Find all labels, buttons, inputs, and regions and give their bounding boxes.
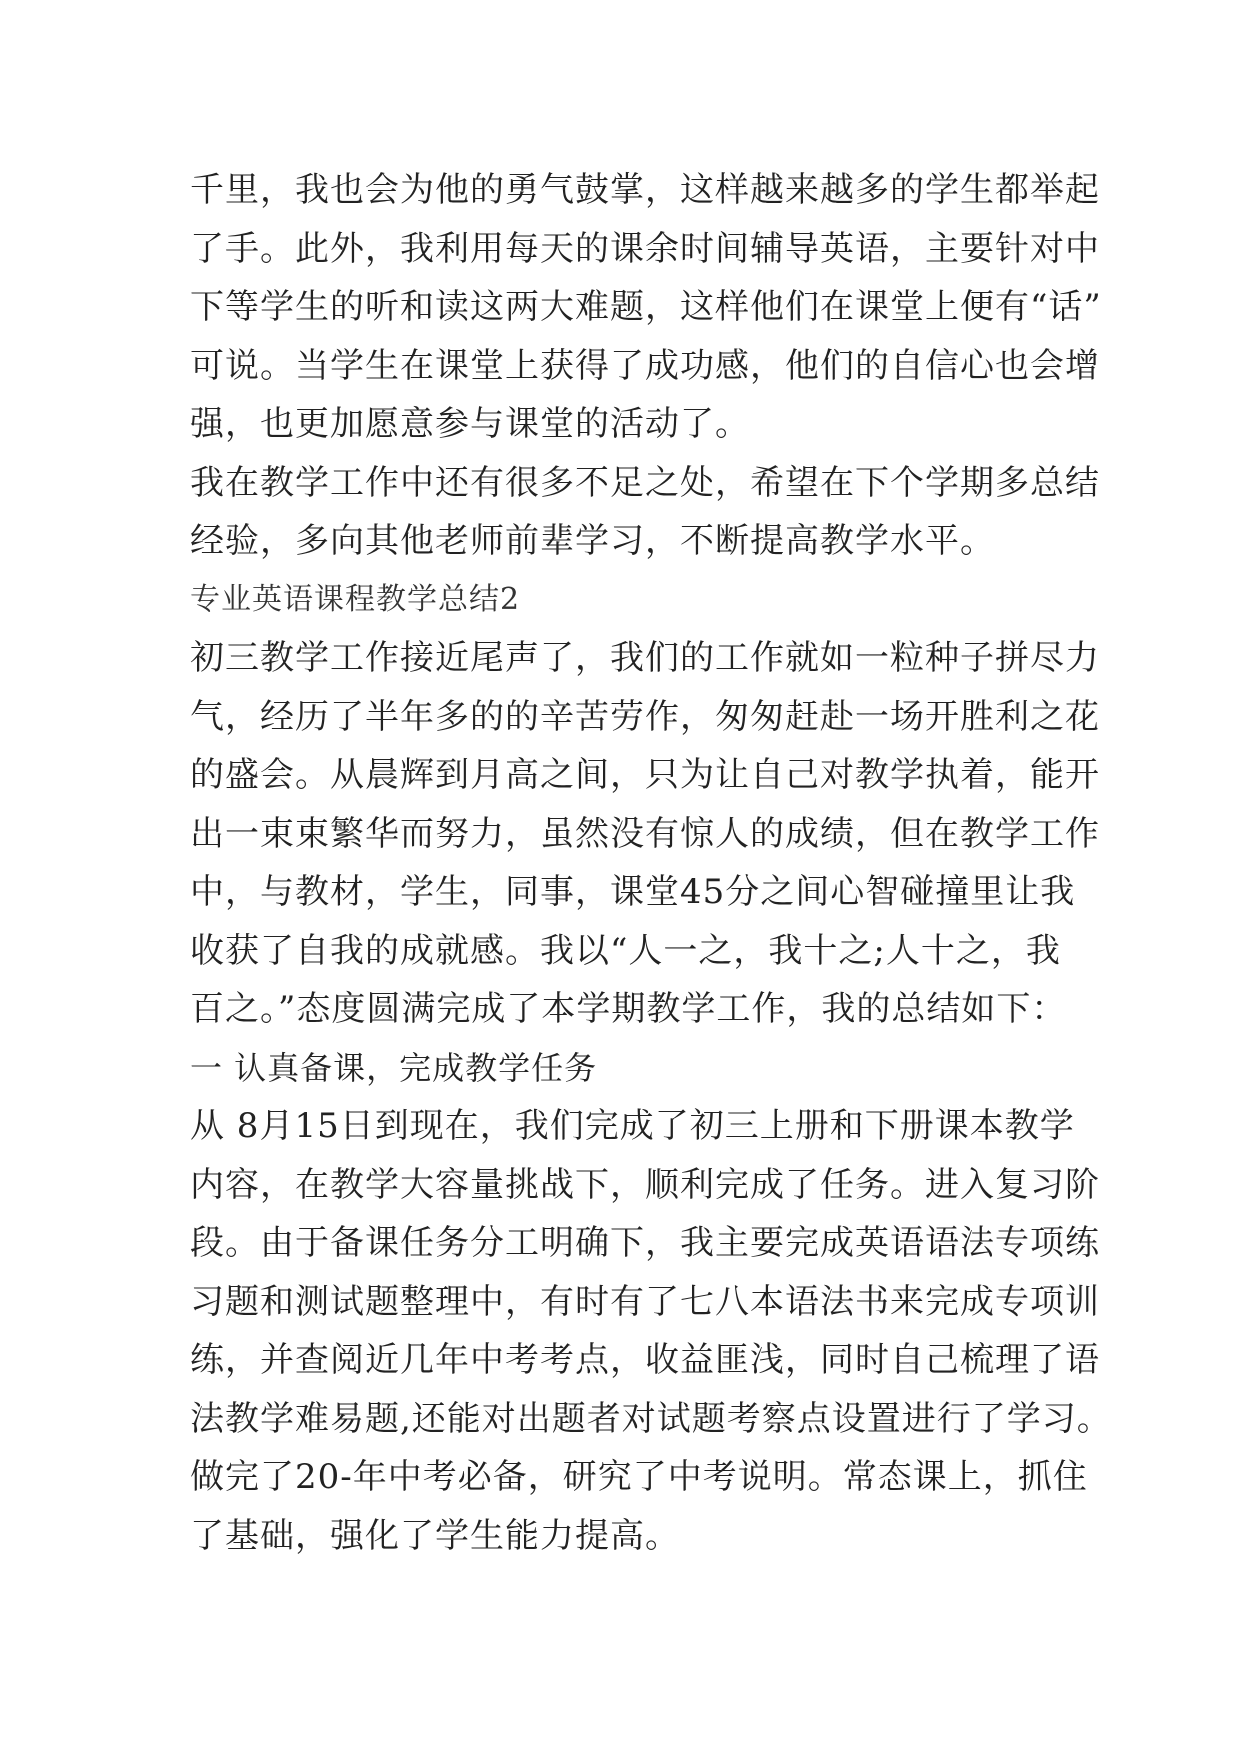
paragraph-line: 内容，在教学大容量挑战下，顺利完成了任务。进入复习阶	[190, 1164, 1100, 1205]
paragraph-line: 段。由于备课任务分工明确下，我主要完成英语语法专项练	[190, 1223, 1100, 1263]
paragraph-line: 的盛会。从晨辉到月高之间，只为让自己对教学执着，能开	[190, 755, 1100, 795]
paragraph-line: 初三教学工作接近尾声了，我们的工作就如一粒种子拼尽力	[190, 638, 1100, 678]
paragraph-line: 了基础，强化了学生能力提高。	[190, 1515, 680, 1556]
paragraph-line: 法教学难易题,还能对出题者对试题考察点设置进行了学习。	[190, 1398, 1112, 1439]
paragraph-line: 练，并查阅近几年中考考点，收益匪浅，同时自己梳理了语	[190, 1340, 1100, 1380]
paragraph-line: 习题和测试题整理中，有时有了七八本语法书来完成专项训	[190, 1281, 1100, 1322]
section-title: 专业英语课程教学总结2	[190, 581, 521, 617]
paragraph-line: 强，也更加愿意参与课堂的活动了。	[190, 404, 750, 444]
paragraph-line: 中，与教材，学生，同事，课堂45分之间心智碰撞里让我	[190, 872, 1076, 912]
paragraph-line: 从 8月15日到现在，我们完成了初三上册和下册课本教学	[190, 1106, 1075, 1146]
subsection-title: 一 认真备课，完成教学任务	[190, 1048, 598, 1087]
paragraph-line: 收获了自我的成就感。我以“人一之，我十之;人十之，我	[190, 930, 1061, 971]
paragraph-line: 我在教学工作中还有很多不足之处，希望在下个学期多总结	[190, 462, 1100, 503]
paragraph-line: 做完了20-年中考必备，研究了中考说明。常态课上，抓住	[190, 1457, 1088, 1497]
paragraph-line: 经验，多向其他老师前辈学习，不断提高教学水平。	[190, 521, 995, 561]
paragraph-line: 气，经历了半年多的的辛苦劳作，匆匆赶赴一场开胜利之花	[190, 696, 1100, 737]
paragraph-line: 千里，我也会为他的勇气鼓掌，这样越来越多的学生都举起	[190, 170, 1100, 210]
paragraph-line: 了手。此外，我利用每天的课余时间辅导英语，主要针对中	[190, 228, 1100, 269]
document-body	[190, 161, 1112, 1565]
paragraph-line: 下等学生的听和读这两大难题，这样他们在课堂上便有“话”	[190, 287, 1102, 327]
paragraph-line: 可说。当学生在课堂上获得了成功感，他们的自信心也会增	[190, 345, 1100, 386]
paragraph-line: 出一束束繁华而努力，虽然没有惊人的成绩，但在教学工作	[190, 813, 1100, 854]
paragraph-line: 百之。”态度圆满完成了本学期教学工作，我的总结如下：	[190, 989, 1067, 1029]
